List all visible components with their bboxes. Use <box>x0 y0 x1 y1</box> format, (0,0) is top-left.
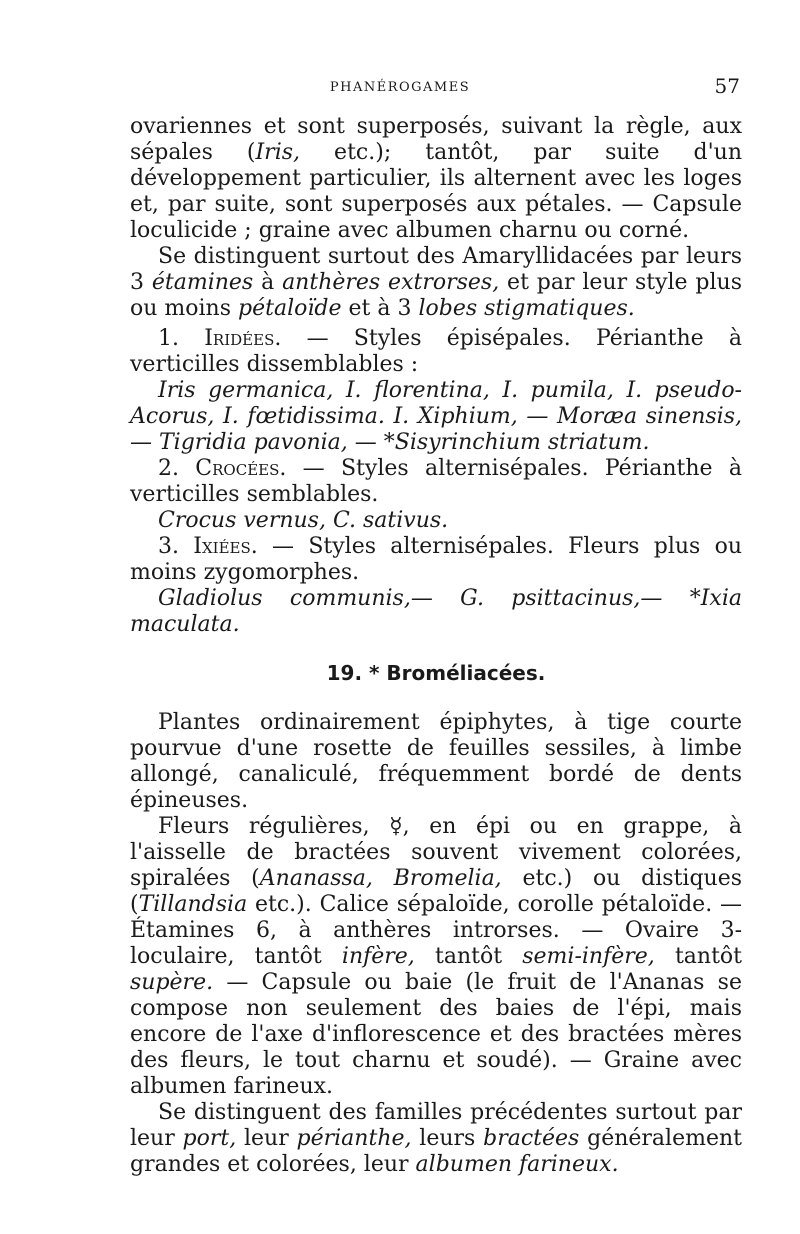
species-list-iridees: Iris germanica, I. florentina, I. pumila, I. pseudo-Acorus, I. fœtidissima. I. Xiphium, — Moræa sinensis, — Tigridia pavonia, — *Sisyrinchium striatum. <box>130 378 742 455</box>
text-run: et par leur style plus ou moins <box>130 270 742 321</box>
text-run: tantôt <box>414 944 523 969</box>
italic-term: semi-infère, <box>522 944 655 969</box>
text-run: etc.). Calice sépaloïde, corolle pétaloïde. — Étamines 6, à anthères introrses. — Ovaire 3-loculaire, tantôt <box>130 892 742 969</box>
species-list-crocees: Crocus vernus, C. sativus. <box>158 508 449 533</box>
text-run: — Capsule ou baie (le fruit de l'Ananas se compose non seulement des baies de l'épi, mais encore de l'axe d'inflorescence et des bractées mères des fleurs, le tout charnu et soudé). — Graine avec albumen farineux. <box>130 970 742 1099</box>
subfamily-name: Ixiées. <box>193 534 258 559</box>
subfamily-number: 3. <box>158 534 194 559</box>
running-title: PHANÉROGAMES <box>329 80 471 95</box>
italic-term: lobes stigmatiques. <box>418 296 635 321</box>
text-run: Fleurs régulières, ☿, en épi ou en grappe, à l'aisselle de bractées souvent vivement colorées, spiralées ( <box>130 814 742 891</box>
text-run: généralement grandes et colorées, leur <box>130 1126 742 1177</box>
subfamily-crocees <box>130 456 742 508</box>
italic-term: pétaloïde <box>238 296 342 321</box>
text-run: à <box>253 270 283 295</box>
italic-term: port, <box>182 1126 237 1151</box>
text-run: — Styles épisépales. Périanthe à verticilles dissemblables : <box>130 326 742 377</box>
species-list-ixiees: Gladiolus communis,— G. psittacinus,— *Ixia maculata. <box>130 586 742 637</box>
paragraph-flowers <box>130 814 742 1100</box>
subfamily-number: 1. <box>158 326 205 351</box>
text-run: leur <box>236 1126 297 1151</box>
subfamily-name: Iridées. <box>204 326 282 351</box>
text-run: tantôt <box>654 944 743 969</box>
paragraph-habit: Plantes ordinairement épiphytes, à tige courte pourvue d'une rosette de feuilles sessiles, à limbe allongé, canaliculé, fréquemment bordé de dents épineuses. <box>130 710 742 813</box>
paragraph-continuation <box>130 114 742 244</box>
text-run: etc.); tantôt, par suite d'un développement particulier, ils alternent avec les loges et, par suite, sont superposés aux pétales. — Capsule loculicide ; graine avec albumen charnu ou corné. <box>130 140 742 243</box>
text-run: ovariennes et sont superposés, suivant la règle, aux sépales ( <box>130 114 742 165</box>
text-run: — Styles alternisépales. Fleurs plus ou moins zygomorphes. <box>130 534 743 585</box>
italic-term: infère, <box>341 944 415 969</box>
text-run: leurs <box>411 1126 484 1151</box>
subfamily-ixiees <box>130 534 742 586</box>
italic-genus: Iris, <box>255 140 301 165</box>
italic-term: étamines <box>151 270 254 295</box>
italic-genus: Tillandsia <box>138 892 248 917</box>
text-run: — Styles alternisépales. Périanthe à verticilles semblables. <box>130 456 742 507</box>
italic-genus: Ananassa, Bromelia, <box>259 866 502 891</box>
text-run: et à 3 <box>341 296 419 321</box>
paragraph-distinction-bromeliacees <box>130 1100 742 1178</box>
text-run: Se distinguent des familles précédentes surtout par leur <box>130 1100 742 1151</box>
page-body <box>130 114 742 1178</box>
subfamily-name: Crocées. <box>195 456 287 481</box>
italic-term: supère. <box>130 970 214 995</box>
italic-term: anthères extrorses, <box>282 270 500 295</box>
italic-term: albumen farineux. <box>415 1152 619 1177</box>
text-run: etc.) ou distiques ( <box>130 866 743 917</box>
subfamily-number: 2. <box>158 456 196 481</box>
subfamily-iridees <box>130 326 742 378</box>
section-heading: 19. * Broméliacées. <box>326 661 546 685</box>
text-run: Se distinguent surtout des Amaryllidacées par leurs 3 <box>130 244 742 295</box>
running-header <box>0 74 800 104</box>
paragraph-distinction <box>130 244 742 322</box>
italic-term: périanthe, <box>296 1126 412 1151</box>
page-number: 57 <box>714 74 740 98</box>
italic-term: bractées <box>483 1126 580 1151</box>
